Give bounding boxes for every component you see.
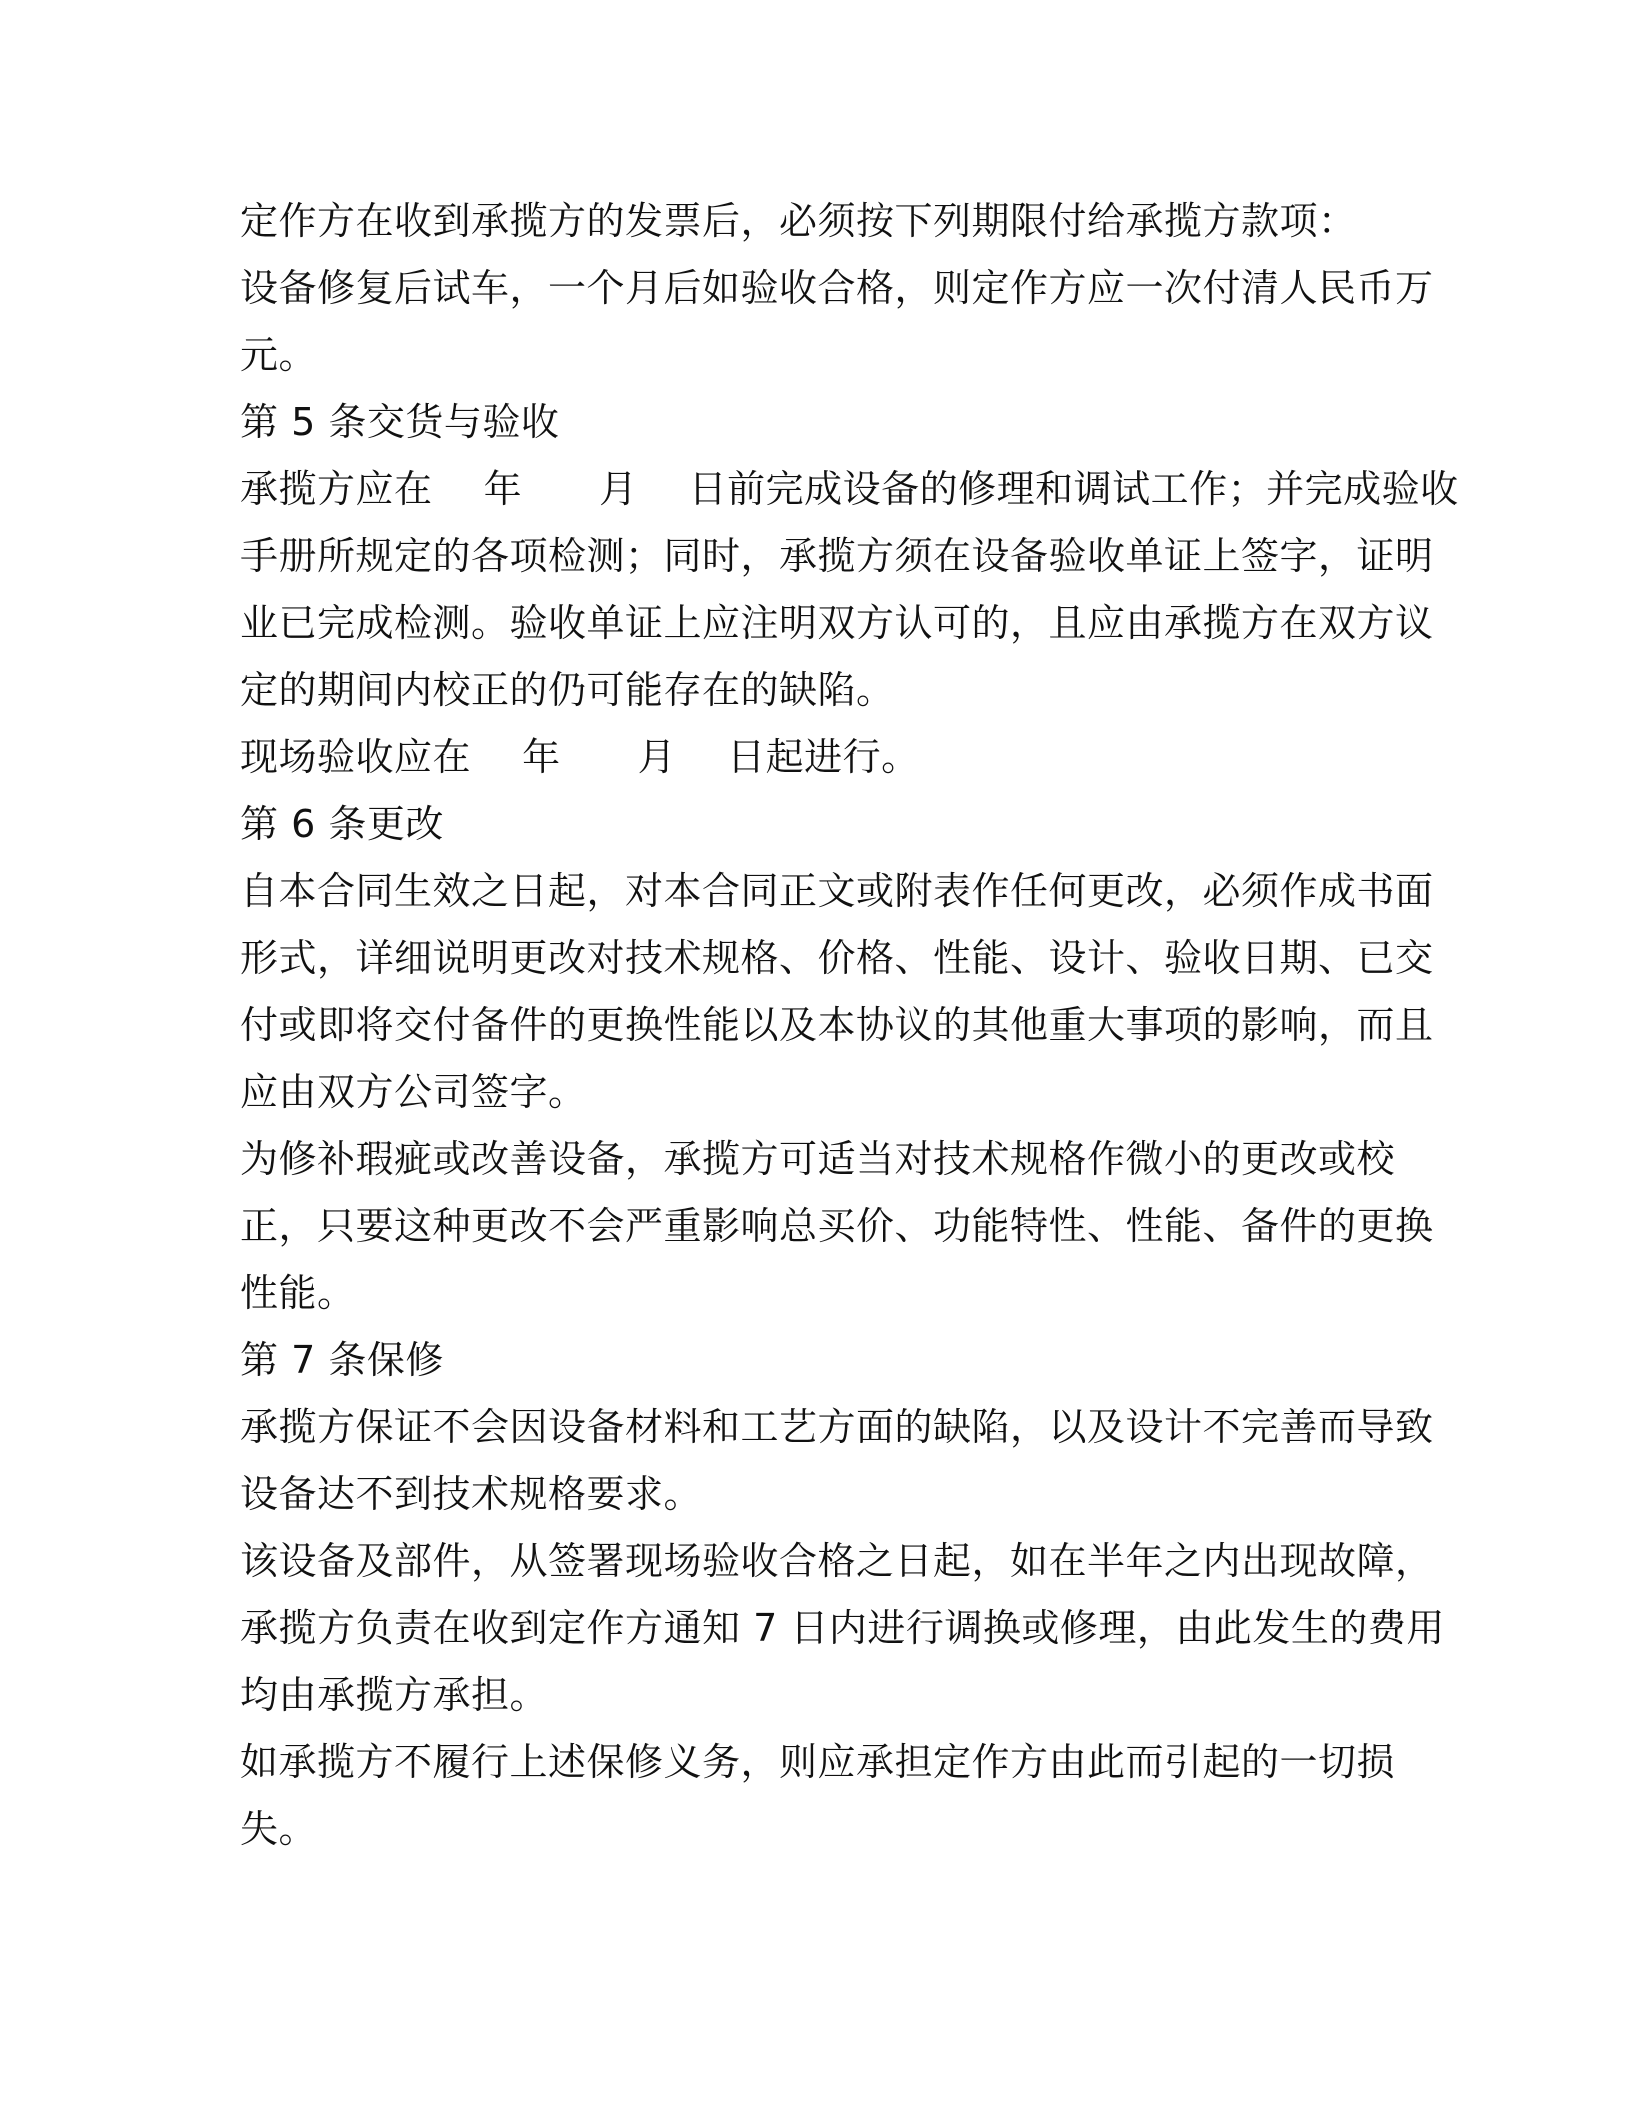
paragraph-line: 元。 (240, 333, 318, 377)
paragraph-line: 付或即将交付备件的更换性能以及本协议的其他重大事项的影响，而且 (240, 1003, 1434, 1047)
paragraph-line: 现场验收应在 年 月 日起进行。 (240, 735, 920, 779)
paragraph-line: 该设备及部件，从签署现场验收合格之日起，如在半年之内出现故障， (240, 1539, 1434, 1583)
section-heading-6: 第 6 条更改 (240, 802, 444, 846)
paragraph-line: 正，只要这种更改不会严重影响总买价、功能特性、性能、备件的更换 (240, 1204, 1434, 1248)
paragraph-line: 形式，详细说明更改对技术规格、价格、性能、设计、验收日期、已交 (240, 936, 1434, 980)
paragraph-line: 定作方在收到承揽方的发票后，必须按下列期限付给承揽方款项： (240, 199, 1357, 243)
paragraph-line: 定的期间内校正的仍可能存在的缺陷。 (240, 668, 895, 712)
paragraph-line: 承揽方保证不会因设备材料和工艺方面的缺陷，以及设计不完善而导致 (240, 1405, 1434, 1449)
paragraph-line: 为修补瑕疵或改善设备，承揽方可适当对技术规格作微小的更改或校 (240, 1137, 1396, 1181)
paragraph-line: 业已完成检测。验收单证上应注明双方认可的，且应由承揽方在双方议 (240, 601, 1434, 645)
paragraph-line: 性能。 (240, 1271, 356, 1315)
document-page (240, 188, 1459, 1863)
paragraph-line: 手册所规定的各项检测；同时，承揽方须在设备验收单证上签字，证明 (240, 534, 1434, 578)
paragraph-line: 如承揽方不履行上述保修义务，则应承担定作方由此而引起的一切损 (240, 1740, 1396, 1784)
section-heading-5: 第 5 条交货与验收 (240, 400, 560, 444)
paragraph-line: 自本合同生效之日起，对本合同正文或附表作任何更改，必须作成书面 (240, 869, 1434, 913)
paragraph-line: 设备修复后试车，一个月后如验收合格，则定作方应一次付清人民币万 (240, 266, 1434, 310)
paragraph-line: 承揽方应在 年 月 日前完成设备的修理和调试工作；并完成验收 (240, 467, 1459, 511)
paragraph-line: 均由承揽方承担。 (240, 1673, 549, 1717)
section-heading-7: 第 7 条保修 (240, 1338, 444, 1382)
paragraph-line: 失。 (240, 1807, 318, 1851)
paragraph-line: 承揽方负责在收到定作方通知 7 日内进行调换或修理，由此发生的费用 (240, 1606, 1445, 1650)
paragraph-line: 设备达不到技术规格要求。 (240, 1472, 703, 1516)
paragraph-line: 应由双方公司签字。 (240, 1070, 587, 1114)
